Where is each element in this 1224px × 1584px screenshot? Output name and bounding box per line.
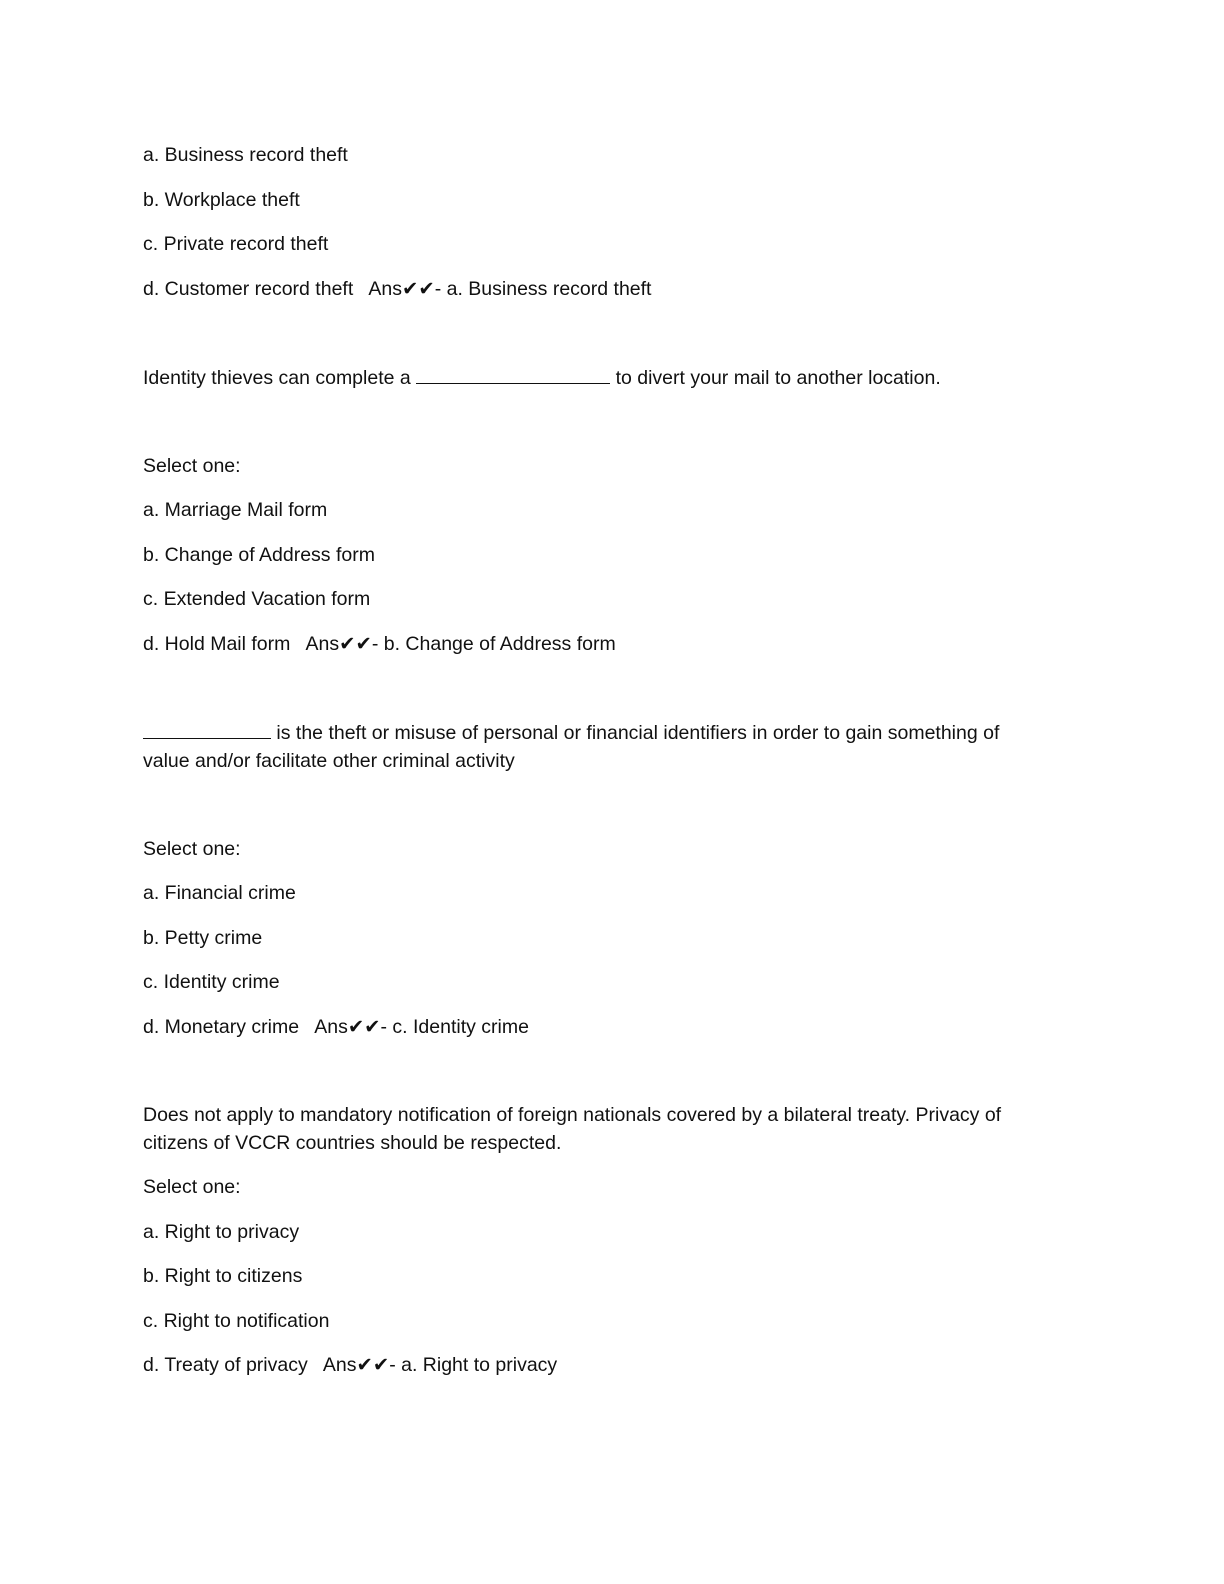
select-one-label: Select one: xyxy=(143,454,241,477)
document-page xyxy=(143,141,1043,1379)
option-b: b. Petty crime xyxy=(143,926,263,949)
option-d-with-answer: d. Customer record theft Ans✔✔- a. Business record theft xyxy=(143,277,652,300)
fill-in-blank xyxy=(416,363,610,384)
fill-in-blank xyxy=(143,718,271,739)
select-one-label: Select one: xyxy=(143,837,241,860)
option-c: c. Extended Vacation form xyxy=(143,588,371,610)
question-2 xyxy=(143,363,1043,658)
option-d-with-answer: d. Treaty of privacy Ans✔✔- a. Right to privacy xyxy=(143,1354,558,1376)
option-c: c. Right to notification xyxy=(143,1309,330,1332)
question-stem xyxy=(143,718,1043,775)
option-a: a. Financial crime xyxy=(143,882,296,904)
question-1 xyxy=(143,141,1043,303)
option-b: b. Workplace theft xyxy=(143,188,300,211)
option-b: b. Change of Address form xyxy=(143,543,375,566)
question-stem: Does not apply to mandatory notification of foreign nationals covered by a bilateral treaty. Privacy of citizens of VCCR countries should be respected. xyxy=(143,1103,1002,1154)
option-a: a. Business record theft xyxy=(143,144,348,166)
option-a: a. Marriage Mail form xyxy=(143,499,328,521)
select-one-label: Select one: xyxy=(143,1176,241,1198)
question-stem xyxy=(143,363,1043,392)
stem-after-blank: is the theft or misuse of personal or financial identifiers in order to gain something of value and/or facilitate other criminal activity xyxy=(143,721,1000,772)
option-d-with-answer: d. Monetary crime Ans✔✔- c. Identity crime xyxy=(143,1015,529,1038)
option-b: b. Right to citizens xyxy=(143,1265,303,1287)
stem-before-blank: Identity thieves can complete a xyxy=(143,366,417,389)
option-c: c. Private record theft xyxy=(143,233,329,255)
option-d-with-answer: d. Hold Mail form Ans✔✔- b. Change of Address form xyxy=(143,632,616,655)
question-4 xyxy=(143,1101,1043,1380)
question-3 xyxy=(143,718,1043,1041)
stem-after-blank: to divert your mail to another location. xyxy=(610,366,941,389)
option-c: c. Identity crime xyxy=(143,971,280,993)
option-a: a. Right to privacy xyxy=(143,1220,300,1243)
